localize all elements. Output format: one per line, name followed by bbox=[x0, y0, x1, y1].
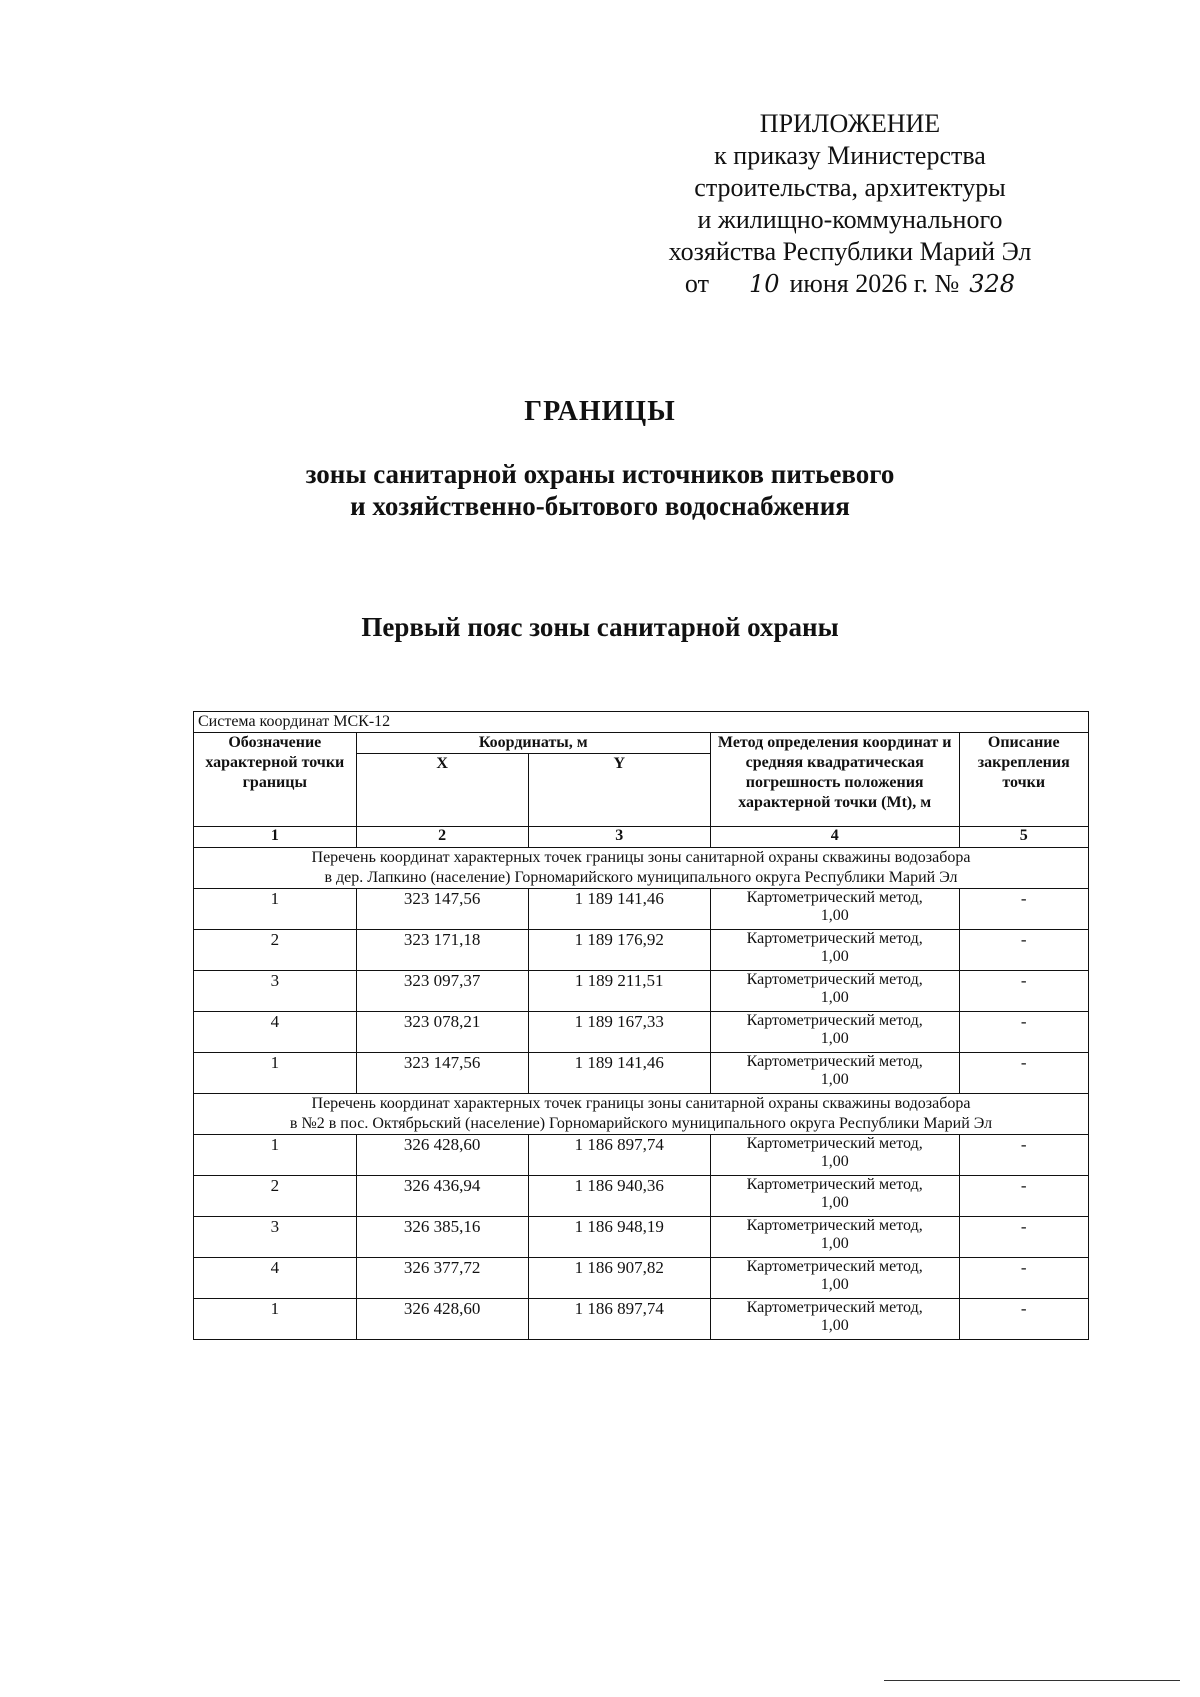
x-coordinate-cell: 323 147,56 bbox=[356, 1053, 528, 1094]
table-row bbox=[194, 1012, 1089, 1053]
subheading-line-1: зоны санитарной охраны источников питьевого bbox=[305, 459, 895, 489]
point-id-cell: 2 bbox=[194, 1176, 357, 1217]
coordinates-table bbox=[193, 711, 1089, 1340]
table-row bbox=[194, 1217, 1089, 1258]
mt-value: 1,00 bbox=[820, 907, 849, 924]
y-coordinate-cell: 1 189 141,46 bbox=[528, 889, 710, 930]
document-subheading bbox=[0, 458, 1200, 522]
y-coordinate-cell: 1 186 907,82 bbox=[528, 1258, 710, 1299]
coordinate-system-label: Система координат МСК-12 bbox=[194, 712, 1089, 733]
point-id-cell: 1 bbox=[194, 889, 357, 930]
description-cell: - bbox=[959, 1012, 1089, 1053]
table-row bbox=[194, 930, 1089, 971]
method-cell bbox=[710, 1053, 959, 1094]
order-number: 328 bbox=[969, 270, 1016, 298]
appendix-line-4: хозяйства Республики Марий Эл bbox=[668, 237, 1032, 266]
date-rest: июня 2026 г. № bbox=[789, 269, 960, 298]
appendix-block bbox=[640, 108, 1060, 300]
method-cell bbox=[710, 1217, 959, 1258]
subheading-line-2: и хозяйственно-бытового водоснабжения bbox=[350, 491, 850, 521]
document-heading: ГРАНИЦЫ bbox=[524, 396, 676, 427]
method-cell bbox=[710, 1258, 959, 1299]
date-prefix: от bbox=[684, 269, 709, 298]
header-coordinates: Координаты, м bbox=[356, 733, 710, 754]
section-caption-line: в №2 в пос. Октябрьский (население) Горномарийского муниципального округа Республики Марий Эл bbox=[289, 1115, 993, 1132]
y-coordinate-cell: 1 186 897,74 bbox=[528, 1135, 710, 1176]
x-coordinate-cell: 323 097,37 bbox=[356, 971, 528, 1012]
x-coordinate-cell: 323 171,18 bbox=[356, 930, 528, 971]
method-text: Картометрический метод, bbox=[746, 1258, 923, 1275]
column-number-row bbox=[194, 827, 1089, 848]
method-text: Картометрический метод, bbox=[746, 1176, 923, 1193]
appendix-line-3: и жилищно-коммунального bbox=[697, 205, 1003, 234]
method-text: Картометрический метод, bbox=[746, 1135, 923, 1152]
method-text: Картометрический метод, bbox=[746, 1012, 923, 1029]
method-text: Картометрический метод, bbox=[746, 930, 923, 947]
mt-value: 1,00 bbox=[820, 989, 849, 1006]
method-cell bbox=[710, 930, 959, 971]
header-description: Описание закрепления точки bbox=[959, 733, 1089, 827]
x-coordinate-cell: 326 428,60 bbox=[356, 1299, 528, 1340]
point-id-cell: 3 bbox=[194, 1217, 357, 1258]
mt-value: 1,00 bbox=[820, 1235, 849, 1252]
section-caption-row bbox=[194, 848, 1089, 889]
description-cell: - bbox=[959, 971, 1089, 1012]
x-coordinate-cell: 326 377,72 bbox=[356, 1258, 528, 1299]
mt-value: 1,00 bbox=[820, 1194, 849, 1211]
method-text: Картометрический метод, bbox=[746, 1299, 923, 1316]
description-cell: - bbox=[959, 1176, 1089, 1217]
description-cell: - bbox=[959, 930, 1089, 971]
mt-value: 1,00 bbox=[820, 948, 849, 965]
table-row bbox=[194, 971, 1089, 1012]
table-row bbox=[194, 1299, 1089, 1340]
method-text: Картометрический метод, bbox=[746, 1217, 923, 1234]
mt-value: 1,00 bbox=[820, 1317, 849, 1334]
y-coordinate-cell: 1 189 141,46 bbox=[528, 1053, 710, 1094]
point-id-cell: 4 bbox=[194, 1258, 357, 1299]
y-coordinate-cell: 1 189 211,51 bbox=[528, 971, 710, 1012]
x-coordinate-cell: 326 436,94 bbox=[356, 1176, 528, 1217]
date-day: 10 bbox=[748, 270, 780, 298]
x-coordinate-cell: 326 428,60 bbox=[356, 1135, 528, 1176]
method-cell bbox=[710, 1135, 959, 1176]
appendix-line-2: строительства, архитектуры bbox=[694, 173, 1006, 202]
description-cell: - bbox=[959, 1299, 1089, 1340]
x-coordinate-cell: 323 147,56 bbox=[356, 889, 528, 930]
description-cell: - bbox=[959, 1217, 1089, 1258]
section-title: Первый пояс зоны санитарной охраны bbox=[361, 612, 839, 642]
appendix-line-1: к приказу Министерства bbox=[714, 141, 986, 170]
coordinate-system-row bbox=[194, 712, 1089, 733]
description-cell: - bbox=[959, 1053, 1089, 1094]
table-body bbox=[194, 848, 1089, 1340]
section-caption bbox=[194, 1094, 1089, 1135]
method-text: Картометрический метод, bbox=[746, 1053, 923, 1070]
column-number: 3 bbox=[528, 827, 710, 848]
mt-value: 1,00 bbox=[820, 1153, 849, 1170]
section-caption-line: Перечень координат характерных точек границы зоны санитарной охраны скважины водозабора bbox=[311, 1095, 971, 1112]
footer-rule bbox=[884, 1680, 1180, 1681]
method-cell bbox=[710, 971, 959, 1012]
header-y: Y bbox=[528, 754, 710, 827]
description-cell: - bbox=[959, 889, 1089, 930]
column-number: 2 bbox=[356, 827, 528, 848]
table-row bbox=[194, 1053, 1089, 1094]
method-cell bbox=[710, 889, 959, 930]
section-caption bbox=[194, 848, 1089, 889]
y-coordinate-cell: 1 189 176,92 bbox=[528, 930, 710, 971]
x-coordinate-cell: 326 385,16 bbox=[356, 1217, 528, 1258]
method-text: Картометрический метод, bbox=[746, 889, 923, 906]
mt-value: 1,00 bbox=[820, 1071, 849, 1088]
mt-value: 1,00 bbox=[820, 1276, 849, 1293]
mt-value: 1,00 bbox=[820, 1030, 849, 1047]
appendix-title: ПРИЛОЖЕНИЕ bbox=[759, 109, 941, 138]
point-id-cell: 2 bbox=[194, 930, 357, 971]
header-point: Обозначение характерной точки границы bbox=[194, 733, 357, 827]
point-id-cell: 1 bbox=[194, 1299, 357, 1340]
x-coordinate-cell: 323 078,21 bbox=[356, 1012, 528, 1053]
y-coordinate-cell: 1 189 167,33 bbox=[528, 1012, 710, 1053]
method-text: Картометрический метод, bbox=[746, 971, 923, 988]
table-row bbox=[194, 889, 1089, 930]
y-coordinate-cell: 1 186 897,74 bbox=[528, 1299, 710, 1340]
appendix-date-line bbox=[640, 268, 1060, 300]
description-cell: - bbox=[959, 1135, 1089, 1176]
point-id-cell: 1 bbox=[194, 1135, 357, 1176]
header-row-1 bbox=[194, 733, 1089, 754]
y-coordinate-cell: 1 186 940,36 bbox=[528, 1176, 710, 1217]
description-cell: - bbox=[959, 1258, 1089, 1299]
table-row bbox=[194, 1258, 1089, 1299]
method-cell bbox=[710, 1299, 959, 1340]
y-coordinate-cell: 1 186 948,19 bbox=[528, 1217, 710, 1258]
point-id-cell: 1 bbox=[194, 1053, 357, 1094]
point-id-cell: 3 bbox=[194, 971, 357, 1012]
table-row bbox=[194, 1176, 1089, 1217]
section-caption-row bbox=[194, 1094, 1089, 1135]
header-x: X bbox=[356, 754, 528, 827]
column-number: 5 bbox=[959, 827, 1089, 848]
column-number: 4 bbox=[710, 827, 959, 848]
table-row bbox=[194, 1135, 1089, 1176]
header-method: Метод определения координат и средняя квадратическая погрешность положения характерной точки (Mt), м bbox=[710, 733, 959, 827]
method-cell bbox=[710, 1012, 959, 1053]
method-cell bbox=[710, 1176, 959, 1217]
section-caption-line: в дер. Лапкино (население) Горномарийского муниципального округа Республики Марий Эл bbox=[324, 869, 958, 886]
point-id-cell: 4 bbox=[194, 1012, 357, 1053]
column-number: 1 bbox=[194, 827, 357, 848]
section-caption-line: Перечень координат характерных точек границы зоны санитарной охраны скважины водозабора bbox=[311, 849, 971, 866]
